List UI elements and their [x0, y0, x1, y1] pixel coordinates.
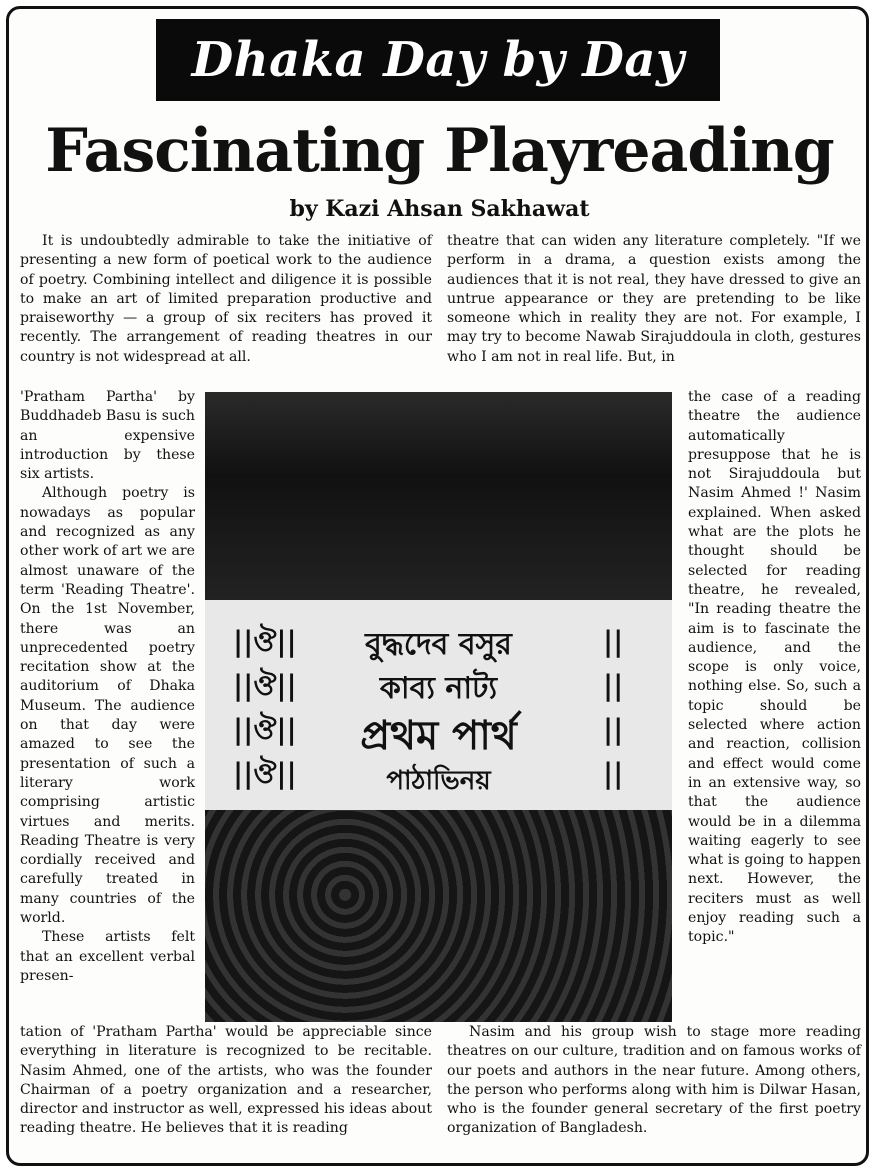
article-col2-top [447, 232, 861, 367]
sign-text: বুদ্ধদেব বসুর [365, 627, 512, 662]
article-col1-side [20, 388, 195, 986]
article-col2-bottom [447, 1023, 861, 1139]
article-col2-side [688, 388, 861, 948]
sign-ornament-right: || || || || [603, 625, 624, 790]
paragraph: the case of a reading theatre the audience automatically presuppose that he is not Sirajuddoula but Nasim Ahmed !' Nasim explained. When asked what are the plots he thought should be selected for reading theatre, he revealed, "In reading theatre the aim is to fascinate the audience, and the scope is only voice, nothing else. So, such a topic should be selected where action and reaction, collision and effect would come in an extensive way, so that the audience would be in a dilemma waiting eagerly to see what is going to happen next. However, the reciters must as well enjoy reading such a topic." [688, 389, 861, 946]
article-col1-top [20, 232, 432, 367]
paragraph: 'Pratham Partha' by Buddhadeb Basu is such an expensive introduction by these six artists. [20, 389, 195, 483]
paragraph: Nasim and his group wish to stage more reading theatres on our culture, tradition and on famous works of our poets and authors in the near future. Among others, the person who performs along with him is Dilwar Hasan, who is the founder general secretary of the first poetry organization of Bangladesh. [447, 1024, 861, 1137]
paragraph: Although poetry is nowadays as popular and recognized as any other work of art we are almost unaware of the term 'Reading Theatre'. On the 1st November, there was an unprecedented poetry recitation show at the auditorium of Dhaka Museum. The audience on that day were amazed to see the presentation of such a literary work comprising artistic virtues and merits. Reading Theatre is very cordially received and carefully treated in many countries of the world. [20, 485, 195, 927]
byline: by Kazi Ahsan Sakhawat [289, 196, 590, 222]
sign-text: পাঠাভিনয় [386, 766, 491, 796]
banner-title: Dhaka Day by Day [191, 32, 685, 88]
photo-backdrop [205, 392, 672, 600]
paragraph: theatre that can widen any literature completely. "If we perform in a drama, a question exists among the audiences that it is not real, they have dressed to give an untrue appearance or they are pretending to be like someone which in reality they are not. For example, I may try to become Nawab Sirajuddoula in cloth, gestures who I am not in real life. But, in [447, 233, 861, 365]
article-col1-bottom [20, 1023, 432, 1139]
sign-title: প্রথম পার্থ [360, 712, 517, 759]
paragraph: It is undoubtedly admirable to take the initiative of presenting a new form of poetical work to the audience of poetry. Combining intellect and diligence it is possible to make an art of limited preparation productive and praiseworthy — a group of six reciters has proved it recently. The arrangement of reading theatres in our country is not widespread at all. [20, 233, 432, 365]
photo-audience [205, 810, 672, 1022]
stage-banner-photo [205, 392, 672, 1022]
photo-stage-sign [205, 600, 672, 810]
column-banner [156, 19, 720, 101]
headline: Fascinating Playreading [45, 116, 834, 186]
paragraph: These artists felt that an excellent verbal presen- [20, 929, 195, 984]
paragraph: tation of 'Pratham Partha' would be appreciable since everything in literature is recognized to be recitable. Nasim Ahmed, one of the artists, who was the founder Chairman of a poetry organization and a researcher, director and instructor as well, expressed his ideas about reading theatre. He believes that it is reading [20, 1024, 432, 1137]
sign-text: কাব্য নাট্য [379, 671, 498, 706]
sign-ornament-left: ||ঔ|| ||ঔ|| ||ঔ|| ||ঔ|| [233, 625, 297, 790]
